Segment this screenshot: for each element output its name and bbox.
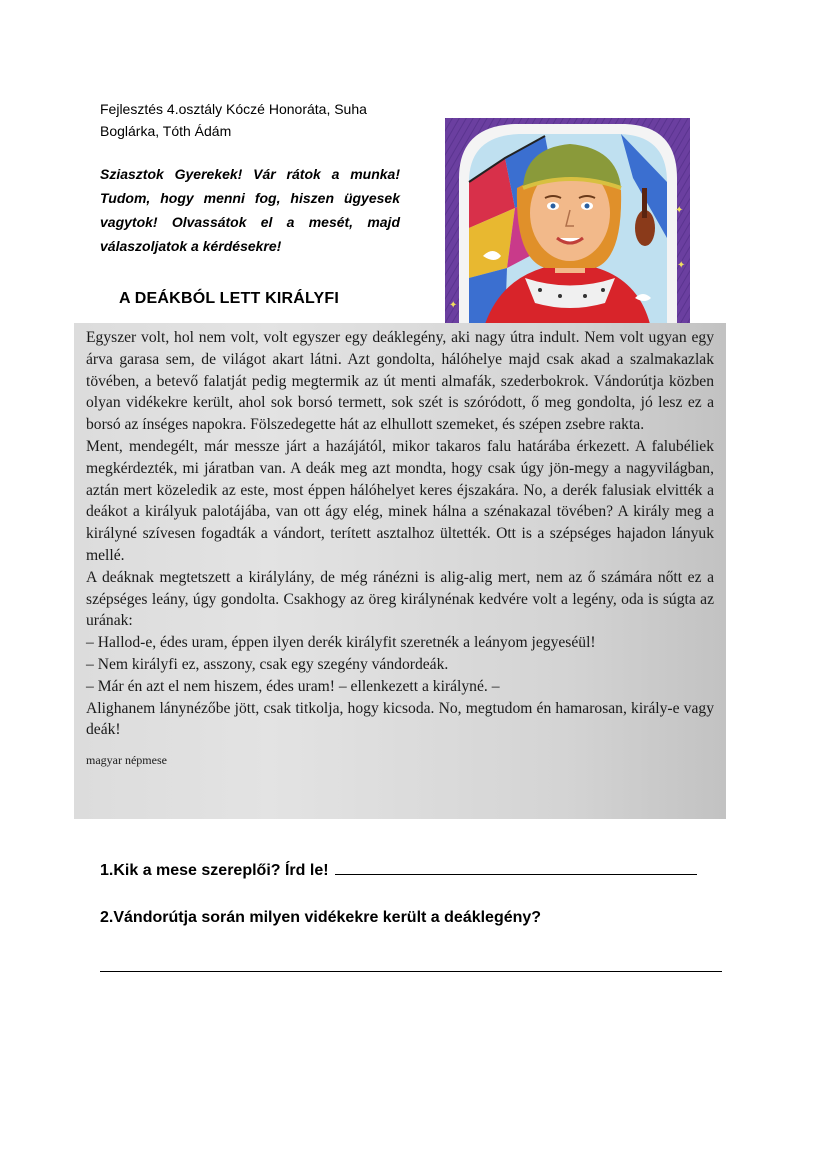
header-line-1: Fejlesztés 4.osztály Kóczé Honoráta, Suha xyxy=(100,101,367,117)
svg-text:✦: ✦ xyxy=(675,205,684,216)
intro-text: Sziasztok Gyerekek! Vár rátok a munka! Tudom, hogy menni fog, hiszen ügyesek vagytok! Olvassátok el a mesét, majd válaszoljatok a kérdésekre! xyxy=(100,166,400,254)
prince-drawing-icon xyxy=(445,118,690,324)
story-paragraph: – Már én azt el nem hiszem, édes uram! – ellenkezett a királyné. – xyxy=(86,677,500,695)
question-2: 2.Vándorútja során milyen vidékekre került a deáklegény? xyxy=(100,909,542,926)
story-text-scan xyxy=(74,323,726,819)
question-1-text: 1.Kik a mese szereplői? Írd le! xyxy=(100,862,329,879)
svg-text:✦: ✦ xyxy=(449,300,458,311)
story-paragraph: Alighanem lánynézőbe jött, csak titkolja, hogy kicsoda. No, megtudom én hamarosan, király-e vagy deák! xyxy=(86,699,714,739)
story-source: magyar népmese xyxy=(86,753,167,768)
story-paragraph: – Nem királyfi ez, asszony, csak egy szegény vándordeák. xyxy=(86,655,449,673)
prince-illustration xyxy=(445,118,690,324)
story-paragraph: Egyszer volt, hol nem volt, volt egyszer egy deáklegény, aki nagy útra indult. Nem volt ugyan egy árva garasa sem, de világot akart látni. Azt gondolta, hálóhelye majd csak akad a szalmakazlak tövében, a betevő falatját pedig megtermik az út menti almafák, szederbokrok. Vándorútja közben olyan vidékekre került, ahol sok borsó termett, sok szét is szóródott, ő meg gondolta, jó lesz ez a borsó az ínséges napokra. Fölszedegette hát az elhullott szemeket, és szépen zsebre rakta. xyxy=(86,329,714,434)
header-line-2: Boglárka, Tóth Ádám xyxy=(100,123,232,139)
story-paragraph: Ment, mendegélt, már messze járt a hazájától, mikor takaros falu határába érkezett. A falubéliek megkérdezték, mi járatban van. A deák meg azt mondta, hogy csak úgy jön-megy a nagyvilágban, aztán mert közeledik az este, most éppen hálóhelyet keres éjszakára. No, a derék falusiak elvitték a deákot a királyuk palotájába, van ott ágy elég, minek hálna a szénakazal tövében? A király meg a királyné szívesen fogadták a vándort, terített asztalhoz ültették. Ott is a szépséges hajadon lányuk mellé. xyxy=(86,437,714,564)
svg-text:✦: ✦ xyxy=(677,260,686,271)
story-paragraph: A deáknak megtetszett a királylány, de még ránézni is alig-alig mert, nem az ő számára nőtt ez a szépséges leány, úgy gondolta. Csakhogy az öreg királynénak kedvére volt a legény, oda is súgta az urának: xyxy=(86,568,714,630)
story-title: A DEÁKBÓL LETT KIRÁLYFI xyxy=(119,290,340,307)
story-paragraph: – Hallod-e, édes uram, éppen ilyen derék királyfit szeretnék a leányom jegyeséül! xyxy=(86,634,596,652)
answer-line-2[interactable] xyxy=(100,971,722,972)
answer-line-1[interactable] xyxy=(335,860,697,875)
header-text xyxy=(100,98,420,142)
question-1 xyxy=(100,860,697,880)
